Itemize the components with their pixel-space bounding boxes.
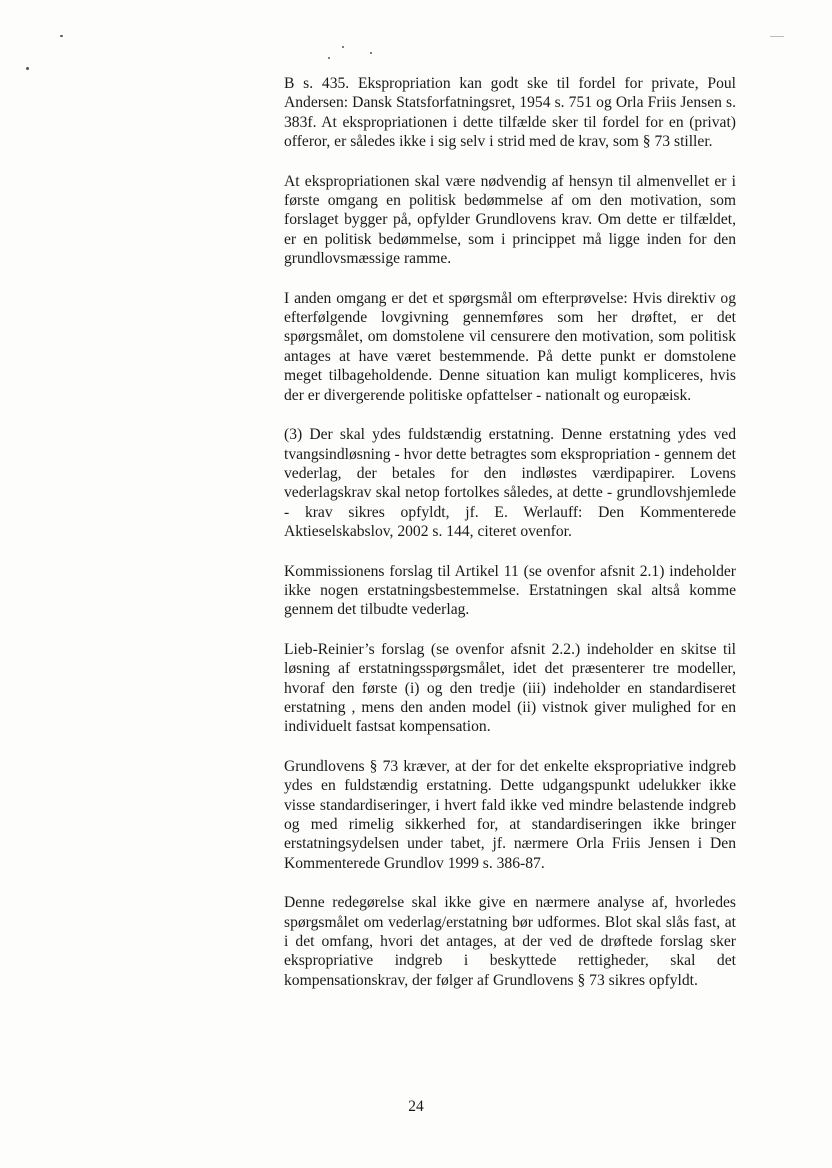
scan-speck	[328, 57, 330, 59]
paragraph-7: Grundlovens § 73 kræver, at der for det enkelte ekspropriative indgreb ydes en fuldstændig erstatning. Dette udgangspunkt udelukker ikke visse standardiseringer, i hvert fald ikke ved mindre belastende indgreb og med rimelig sikkerhed for, at standardiseringen ikke bringer erstatningsydelsen under tabet, jf. nærmere Orla Friis Jensen i Den Kommenterede Grundlov 1999 s. 386-87.	[284, 757, 736, 872]
paragraph-3: I anden omgang er det et spørgsmål om efterprøvelse: Hvis direktiv og efterfølgende lovgivning gennemføres som her drøftet, er det spørgsmålet, om domstolene vil censurere den motivation, som politisk antages at have været bestemmende. På dette punkt er domstolene meget tilbageholdende. Denne situation kan muligt kompliceres, hvis der er divergerende politiske opfattelser - nationalt og europæisk.	[284, 289, 736, 404]
scan-speck	[370, 52, 372, 54]
paragraph-6: Lieb-Reinier’s forslag (se ovenfor afsnit 2.2.) indeholder en skitse til løsning af erstatningsspørgsmålet, idet det præsenterer tre modeller, hvoraf den første (i) og den tredje (iii) indeholder en standardiseret erstatning , mens den anden model (ii) vistnok giver mulighed for en individuelt fastsat kompensation.	[284, 640, 736, 736]
scan-edge-mark	[770, 36, 784, 37]
paragraph-2: At ekspropriationen skal være nødvendig af hensyn til almenvellet er i første omgang en politisk bedømmelse af om den motivation, som forslaget bygger på, opfylder Grundlovens krav. Om dette er tilfældet, er en politisk bedømmelse, som i princippet må ligge inden for den grundlovsmæssige ramme.	[284, 172, 736, 268]
scan-speck	[342, 46, 344, 48]
body-text	[284, 74, 736, 1010]
page-number: 24	[408, 1098, 424, 1115]
paragraph-8: Denne redegørelse skal ikke give en nærmere analyse af, hvorledes spørgsmålet om vederlag/erstatning bør udformes. Blot skal slås fast, at i det omfang, hvori det antages, at der ved de drøftede forslag sker ekspropriative indgreb i beskyttede rettigheder, skal det kompensationskrav, der følger af Grundlovens § 73 sikres opfyldt.	[284, 894, 736, 989]
scan-speck	[26, 67, 29, 70]
scan-speck	[60, 35, 63, 37]
paragraph-1: B s. 435. Ekspropriation kan godt ske til fordel for private, Poul Andersen: Dansk Statsforfatningsret, 1954 s. 751 og Orla Friis Jensen s. 383f. At ekspropriationen i dette tilfælde sker til fordel for en (privat) offeror, er således ikke i sig selv i strid med de krav, som § 73 stiller.	[284, 75, 736, 151]
paragraph-4: (3) Der skal ydes fuldstændig erstatning. Denne erstatning ydes ved tvangsindløsning - hvor dette betragtes som ekspropriation - gennem det vederlag, der betales for den indløstes værdipapirer. Lovens vederlagskrav skal netop fortolkes således, at dette - grundlovshjemlede - krav sikres opfyldt, jf. E. Werlauff: Den Kommenterede Aktieselskabslov, 2002 s. 144, citeret ovenfor.	[284, 426, 736, 541]
paragraph-5: Kommissionens forslag til Artikel 11 (se ovenfor afsnit 2.1) indeholder ikke nogen erstatningsbestemmelse. Erstatningen skal altså komme gennem det tilbudte vederlag.	[284, 562, 736, 619]
